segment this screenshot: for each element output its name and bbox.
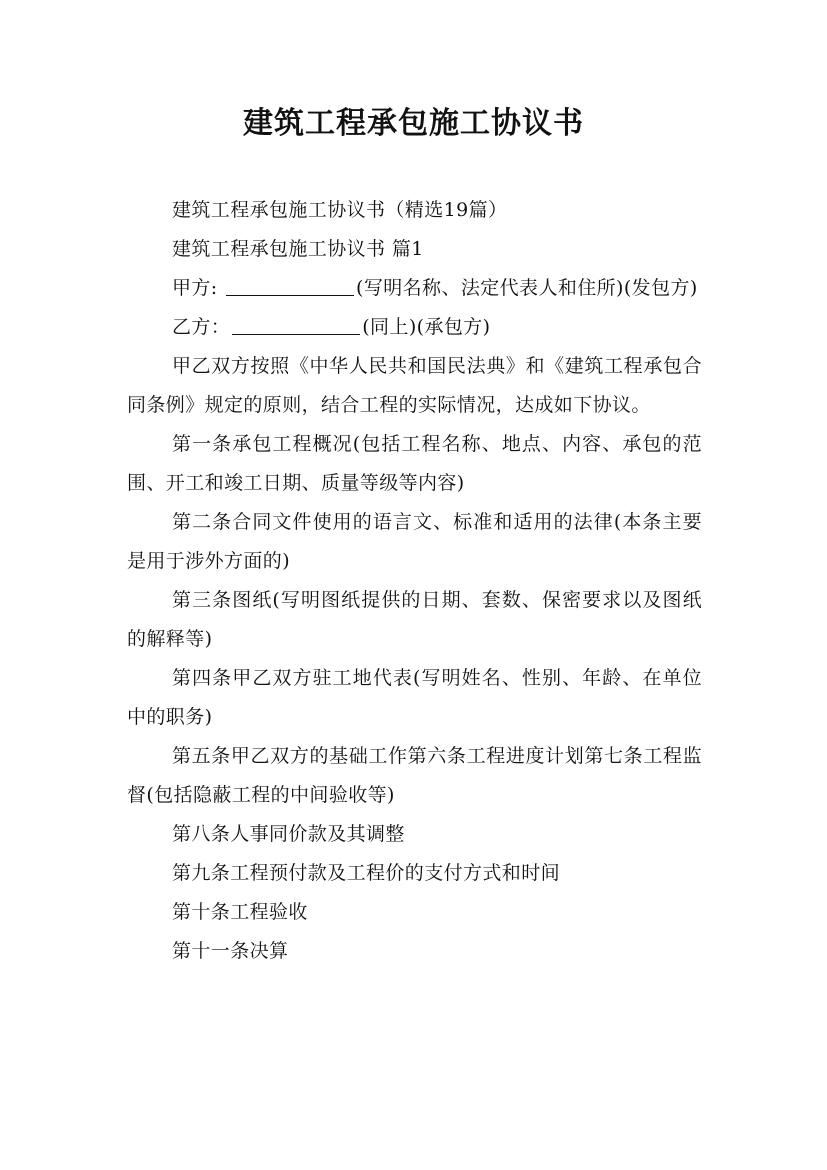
paragraph-preamble: 甲乙双方按照《中华人民共和国民法典》和《建筑工程承包合同条例》规定的原则，结合工程的实际情况，达成如下协议。 xyxy=(127,355,702,416)
party-b-label: 乙方： xyxy=(172,316,231,338)
paragraph-article-9: 第九条工程预付款及工程价的支付方式和时间 xyxy=(172,862,561,884)
paragraph-article-5-7: 第五条甲乙双方的基础工作第六条工程进度计划第七条工程监督(包括隐蔽工程的中间验收等) xyxy=(127,745,702,806)
paragraph-article-11: 第十一条决算 xyxy=(172,940,289,962)
paragraph-article-1: 第一条承包工程概况(包括工程名称、地点、内容、承包的范围、开工和竣工日期、质量等级等内容) xyxy=(127,433,702,494)
party-a-note: (写明名称、法定代表人和住所)(发包方) xyxy=(356,277,698,299)
paragraph-section-heading: 建筑工程承包施工协议书 篇1 xyxy=(172,238,424,260)
document-title: 建筑工程承包施工协议书 xyxy=(243,106,584,141)
party-b-blank-line xyxy=(232,315,360,335)
paragraph-subtitle: 建筑工程承包施工协议书（精选19篇） xyxy=(172,199,508,221)
paragraph-article-8: 第八条人事同价款及其调整 xyxy=(172,823,405,845)
paragraph-party-b xyxy=(127,308,702,347)
paragraph-party-a xyxy=(127,269,702,308)
paragraph-article-10: 第十条工程验收 xyxy=(172,901,308,923)
paragraph-article-2: 第二条合同文件使用的语言文、标准和适用的法律(本条主要是用于涉外方面的) xyxy=(127,511,702,572)
paragraph-article-4: 第四条甲乙双方驻工地代表(写明姓名、性别、年龄、在单位中的职务) xyxy=(127,667,702,728)
document-body xyxy=(127,191,702,971)
party-b-note: (同上)(承包方) xyxy=(362,316,491,338)
party-a-label: 甲方: xyxy=(172,277,225,299)
paragraph-article-3: 第三条图纸(写明图纸提供的日期、套数、保密要求以及图纸的解释等) xyxy=(127,589,702,650)
party-a-blank-line xyxy=(226,276,354,296)
